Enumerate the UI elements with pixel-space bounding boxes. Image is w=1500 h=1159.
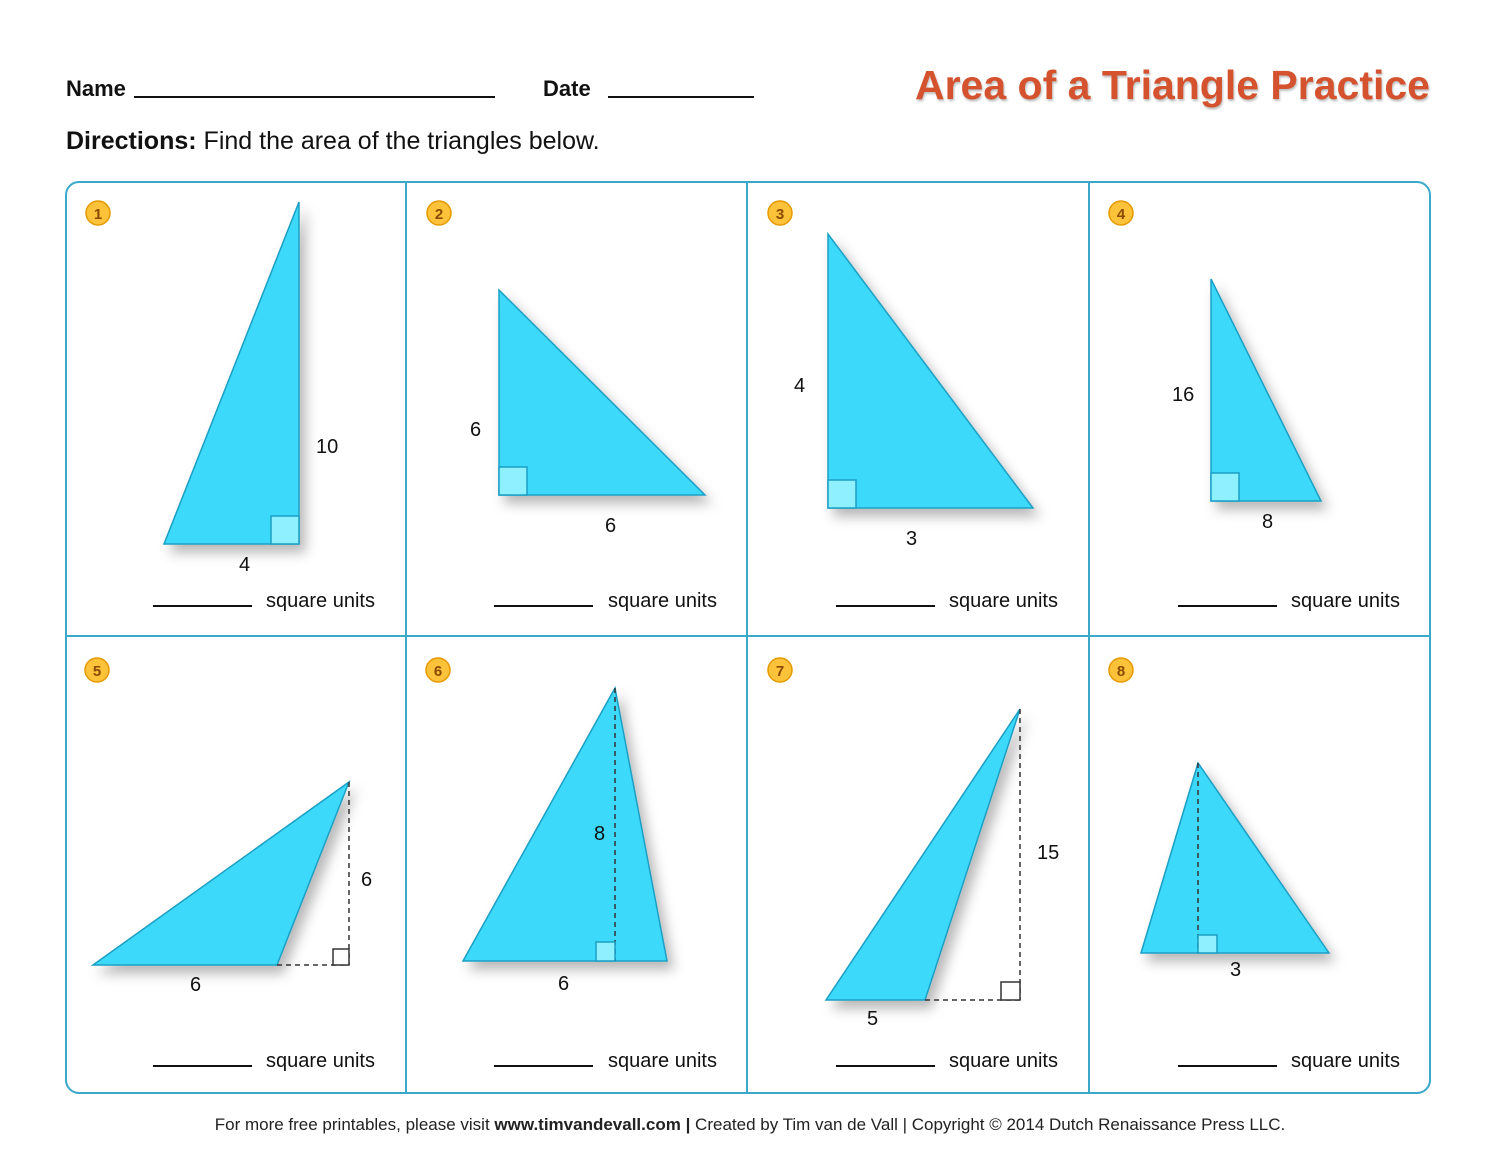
triangle [499,290,705,495]
triangle [1141,763,1329,953]
number-badge-text: 5 [92,663,102,680]
number-badge [427,201,451,225]
worksheet-title: Area of a Triangle Practice [914,62,1430,108]
answer-unit: square units [266,590,375,612]
number-badge [768,201,792,225]
dimension-label: 3 [906,528,918,550]
number-badge-text: 7 [775,663,785,680]
dimension-label: 6 [605,515,617,537]
right-angle-marker [828,480,856,508]
number-badge [1109,658,1133,682]
number-badge [768,658,792,682]
number-badge-text: 2 [434,206,444,223]
problem-6 [426,658,717,1072]
right-angle-marker [1001,982,1020,1000]
dimension-label: 15 [1037,842,1060,864]
answer-unit: square units [608,1050,717,1072]
footer [0,1115,1500,1135]
number-badge-text: 4 [1116,206,1126,223]
triangle [828,234,1033,508]
answer-unit: square units [1291,1050,1400,1072]
problem-4 [1109,201,1400,612]
right-angle-marker [596,942,615,961]
problem-7 [768,658,1059,1072]
footer-site-link[interactable]: www.timvandevall.com [494,1115,681,1134]
problem-5 [85,658,375,1072]
directions-text: Find the area of the triangles below. [203,127,600,155]
answer-unit: square units [1291,590,1400,612]
directions-label: Directions: [66,127,197,155]
triangle [164,202,299,544]
problem-2 [427,201,717,612]
number-badge-text: 8 [1116,663,1126,680]
name-label: Name [66,76,126,101]
dimension-label: 5 [867,1008,879,1030]
number-badge [86,201,110,225]
dimension-label: 6 [558,973,570,995]
right-angle-marker [1198,935,1217,953]
problem-8 [1109,658,1400,1072]
number-badge [426,658,450,682]
number-badge-text: 1 [93,206,103,223]
problem-3 [768,201,1058,612]
footer-prefix: For more free printables, please visit [214,1115,495,1134]
triangle [1211,279,1321,501]
date-label: Date [543,76,591,101]
number-badge [1109,201,1133,225]
dimension-label: 4 [794,375,806,397]
footer-separator: | [680,1115,696,1134]
triangle [463,688,667,961]
dimension-label: 16 [1172,384,1195,406]
footer-credits: Created by Tim van de Vall | Copyright © 2014 Dutch Renaissance Press LLC. [695,1115,1286,1134]
right-angle-marker [499,467,527,495]
triangle [826,709,1020,1000]
dimension-label: 6 [361,869,373,891]
answer-unit: square units [949,1050,1058,1072]
dimension-label: 6 [190,974,202,996]
right-angle-marker [271,516,299,544]
triangle [93,782,349,965]
dimension-label: 4 [239,554,251,576]
right-angle-marker [1211,473,1239,501]
number-badge-text: 3 [775,206,785,223]
number-badge-text: 6 [433,663,443,680]
dimension-label: 8 [594,823,606,845]
dimension-label: 3 [1230,959,1242,981]
dimension-label: 8 [1262,511,1274,533]
answer-unit: square units [608,590,717,612]
dimension-label: 6 [470,419,482,441]
number-badge [85,658,109,682]
right-angle-marker [333,949,349,965]
answer-unit: square units [949,590,1058,612]
dimension-label: 10 [316,436,339,458]
answer-unit: square units [266,1050,375,1072]
problem-1 [86,201,375,612]
